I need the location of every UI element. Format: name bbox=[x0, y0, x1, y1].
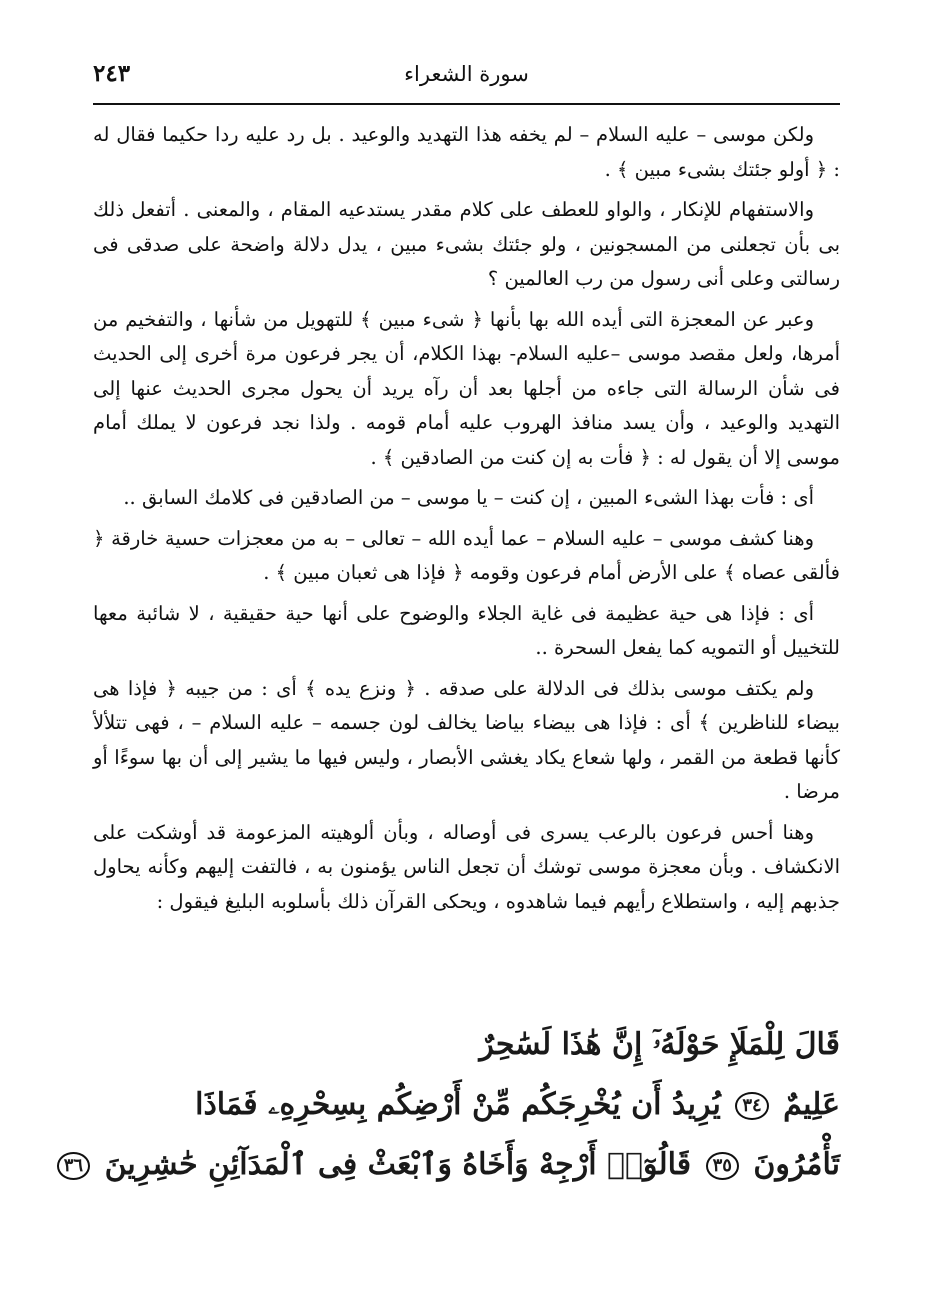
verse-line bbox=[63, 1135, 840, 1195]
paragraph: ولم يكتف موسى بذلك فى الدلالة على صدقه . ﴿ ونزع يده ﴾ أى : من جيبه ﴿ فإذا هى بيضاء للناظرين ﴾ أى : فإذا هى بيضاء بياضا يخالف لون جسمه – عليه السلام – ، فهى تتلألأ كأنها قطعة من القمر ، ولها شعاع يكاد يغشى الأبصار ، وليس فيها ما يشير إلى أن بها سوءًا أو مرضا . bbox=[93, 676, 840, 803]
page-number: ٢٤٣ bbox=[93, 60, 131, 87]
verse-text: قَالُوٓا۟ أَرْجِهْ وَأَخَاهُ وَٱبْعَثْ فِى ٱلْمَدَآئِنِ حَٰشِرِينَ bbox=[104, 1147, 692, 1182]
verse-line bbox=[150, 1015, 840, 1075]
header-divider bbox=[93, 103, 840, 105]
ayah-number-marker: ٣٤ bbox=[735, 1092, 768, 1120]
paragraph: وهنا كشف موسى – عليه السلام – عما أيده الله – تعالى – به من معجزات حسية خارقة ﴿ فألقى عصاه ﴾ على الأرض أمام فرعون وقومه ﴿ فإذا هى ثعبان مبين ﴾ . bbox=[93, 526, 840, 584]
ayah-number-marker: ٣٥ bbox=[706, 1152, 739, 1180]
paragraph: وهنا أحس فرعون بالرعب يسرى فى أوصاله ، وبأن ألوهيته المزعومة قد أوشكت على الانكشاف . وبأن معجزة موسى توشك أن تجعل الناس يؤمنون به ، فالتفت إليهم وكأنه يحاول جذبهم إليه ، واستطلاع رأيهم فيما شاهدوه ، ويحكى القرآن ذلك بأسلوبه البليغ فيقول : bbox=[93, 820, 840, 913]
verse-text: قَالَ لِلْمَلَإِ حَوْلَهُۥٓ إِنَّ هَٰذَا لَسَٰحِرٌ bbox=[479, 1027, 840, 1062]
paragraph: أى : فأت بهذا الشىء المبين ، إن كنت – يا موسى – من الصادقين فى كلامك السابق .. bbox=[123, 486, 814, 509]
verse-text: يُرِيدُ أَن يُخْرِجَكُم مِّنْ أَرْضِكُم بِسِحْرِهِۦ فَمَاذَا bbox=[195, 1087, 721, 1122]
verse-text: تَأْمُرُونَ bbox=[753, 1147, 840, 1182]
paragraph: ولكن موسى – عليه السلام – لم يخفه هذا التهديد والوعيد . بل رد عليه ردا حكيما فقال له : ﴿ أولو جئتك بشىء مبين ﴾ . bbox=[93, 123, 840, 181]
page-header bbox=[93, 58, 840, 96]
commentary-text bbox=[93, 118, 840, 925]
verse-text: عَلِيمٌ bbox=[783, 1087, 840, 1122]
verse-line bbox=[150, 1075, 840, 1135]
surah-title: سورة الشعراء bbox=[404, 62, 529, 86]
quran-verses bbox=[63, 1015, 840, 1195]
ayah-number-marker: ٣٦ bbox=[57, 1152, 90, 1180]
paragraph: والاستفهام للإنكار ، والواو للعطف على كلام مقدر يستدعيه المقام ، والمعنى . أتفعل ذلك بى بأن تجعلنى من المسجونين ، ولو جئتك بشىء مبين ، يدل دلالة واضحة على صدقى فى رسالتى وعلى أنى رسول من رب العالمين ؟ bbox=[93, 198, 840, 290]
paragraph: أى : فإذا هى حية عظيمة فى غاية الجلاء والوضوح على أنها حية حقيقية ، لا شائبة معها للتخييل أو التمويه كما يفعل السحرة .. bbox=[93, 601, 840, 659]
paragraph: وعبر عن المعجزة التى أيده الله بها بأنها ﴿ شىء مبين ﴾ للتهويل من شأنها ، والتفخيم من أمرها، ولعل مقصد موسى –عليه السلام- بهذا الكلام، أن يجر فرعون مرة أخرى إلى الحديث فى شأن الرسالة التى جاءه من أجلها بعد أن رآه يريد أن يحول مجرى الحديث عنها إلى التهديد والوعيد ، وأن يسد منافذ الهروب عليه أمام قومه . ولذا نجد فرعون لا يملك أمام موسى إلا أن يقول له : ﴿ فأت به إن كنت من الصادقين ﴾ . bbox=[93, 307, 840, 469]
